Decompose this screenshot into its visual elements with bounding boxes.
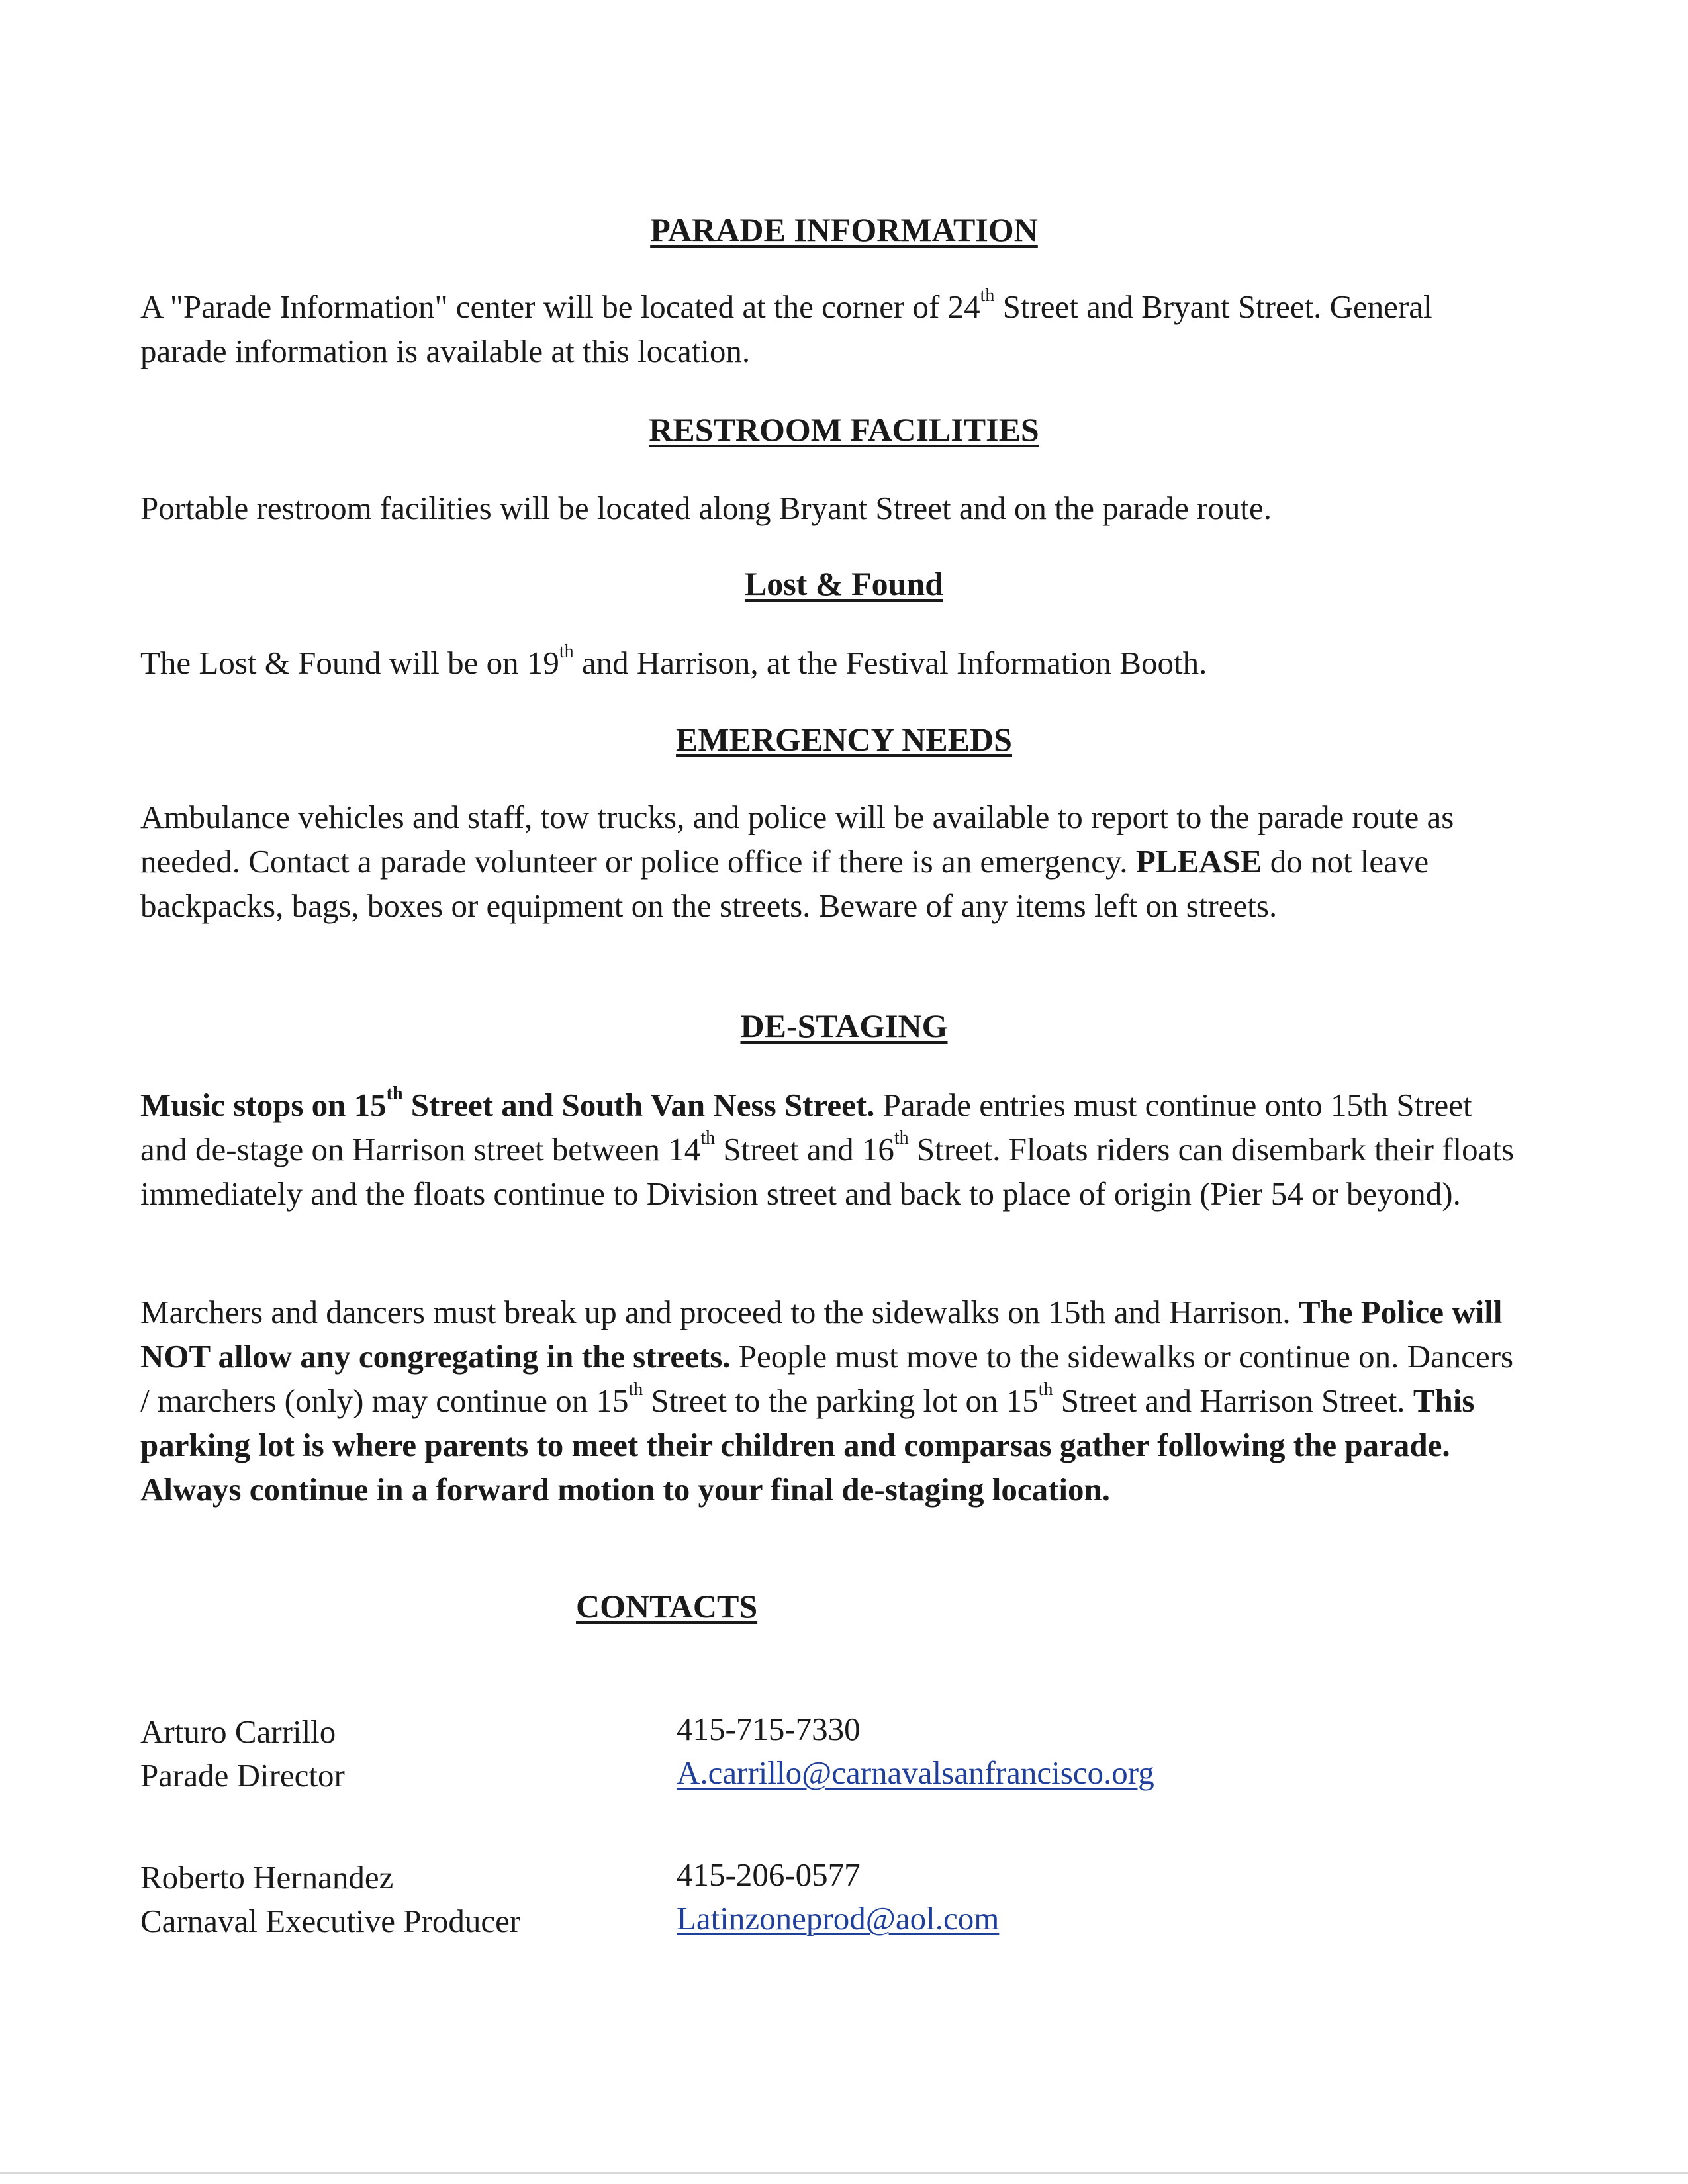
contact-2-details: [677, 1853, 999, 1940]
lost-found-paragraph: The Lost & Found will be on 19th and Harrison, at the Festival Information Booth.: [140, 641, 1207, 681]
contact-role: Carnaval Executive Producer: [140, 1903, 521, 1939]
de-staging-heading: DE-STAGING: [740, 1007, 948, 1044]
contact-name: Roberto Hernandez: [140, 1859, 394, 1895]
contact-phone: 415-206-0577: [677, 1856, 861, 1893]
contact-2-identity: [140, 1856, 520, 1943]
contact-email-link[interactable]: A.carrillo@carnavalsanfrancisco.org: [677, 1754, 1154, 1791]
lost-found-heading: Lost & Found: [744, 565, 944, 602]
contact-role: Parade Director: [140, 1757, 345, 1794]
de-staging-paragraph-1: Music stops on 15th Street and South Van Ness Street. Parade entries must continue onto 15th Street and de-stage on Harrison street between 14th Street and 16th Street. Floats riders can disembark their floats immediately and the floats continue to Division street and back to place of origin (Pier 54 or beyond).: [140, 1083, 1515, 1212]
restroom-facilities-paragraph: Portable restroom facilities will be located along Bryant Street and on the parade route.: [140, 490, 1272, 526]
parade-information-paragraph: A "Parade Information" center will be located at the corner of 24th Street and Bryant Street. General parade information is available at this location.: [140, 285, 1432, 369]
contact-phone: 415-715-7330: [677, 1711, 861, 1747]
page-bottom-edge: [0, 2172, 1688, 2174]
emergency-needs-heading: EMERGENCY NEEDS: [676, 721, 1012, 758]
de-staging-paragraph-2: Marchers and dancers must break up and proceed to the sidewalks on 15th and Harrison. The Police will NOT allow any congregating in the streets. People must move to the sidewalks or continue on. Dancers / marchers (only) may continue on 15th Street to the parking lot on 15th Street and Harrison Street. This parking lot is where parents to meet their children and comparsas gather following the parade. Always continue in a forward motion to your final de-staging location.: [140, 1294, 1514, 1508]
contact-email-link[interactable]: Latinzoneprod@aol.com: [677, 1900, 1000, 1936]
emergency-needs-paragraph: Ambulance vehicles and staff, tow trucks, and police will be available to report to the parade route as needed. Contact a parade volunteer or police office if there is an emergency. PLEASE do not leave backpacks, bags, boxes or equipment on the streets. Beware of any items left on streets.: [140, 799, 1454, 924]
contact-1-details: [677, 1707, 1154, 1795]
contact-1-identity: [140, 1710, 345, 1797]
contact-name: Arturo Carrillo: [140, 1713, 336, 1750]
parade-information-heading: PARADE INFORMATION: [650, 211, 1038, 248]
contacts-heading: CONTACTS: [576, 1588, 758, 1625]
restroom-facilities-heading: RESTROOM FACILITIES: [649, 411, 1039, 448]
